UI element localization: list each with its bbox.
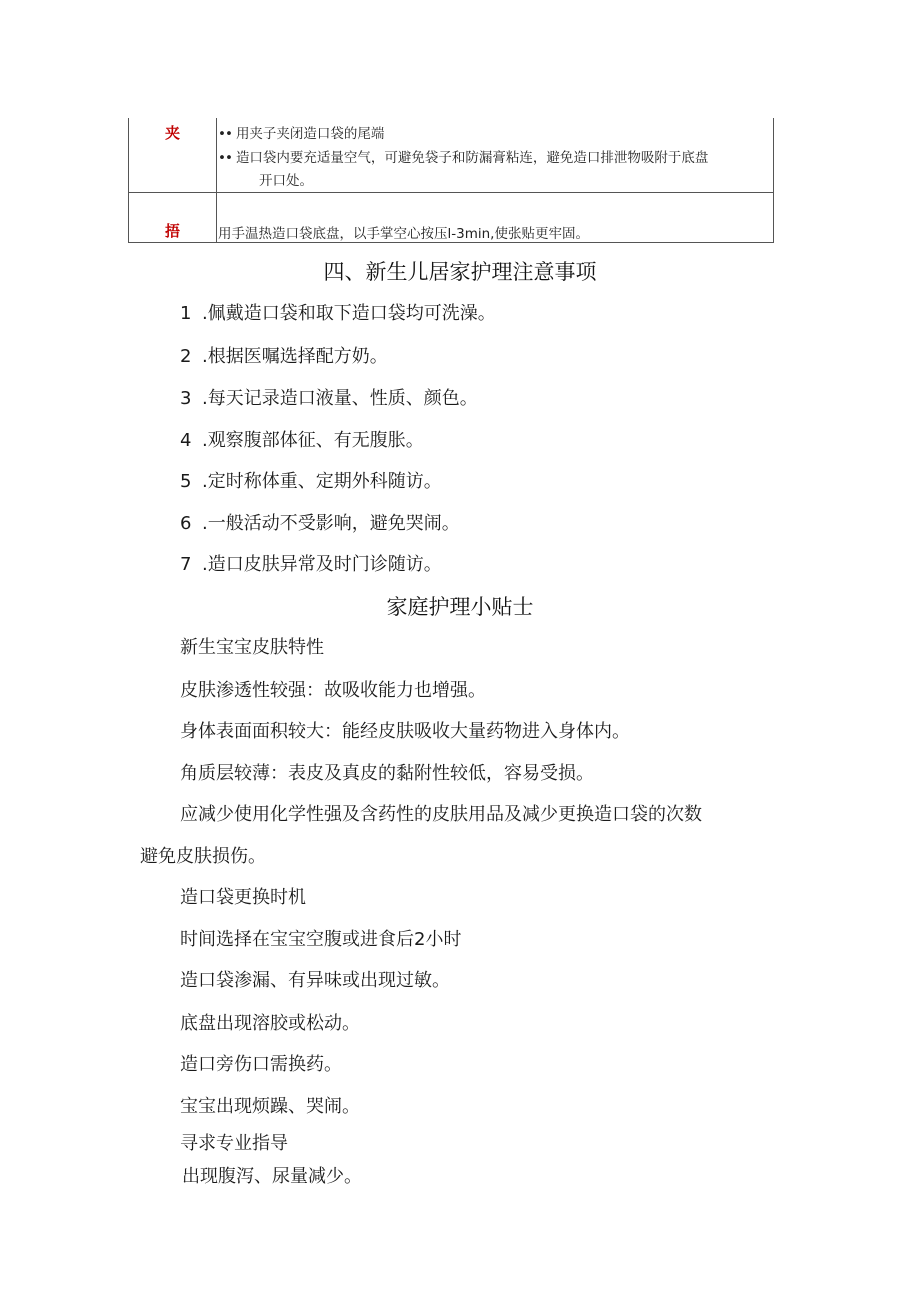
tips-subheading-professional: 寻求专业指导 xyxy=(180,1133,288,1154)
bullet-marker: •• xyxy=(218,150,232,166)
list-item: 2 .根据医嘱选择配方奶。 xyxy=(180,346,388,367)
table-row-divider xyxy=(129,192,773,193)
tips-paragraph: 角质层较薄：表皮及真皮的黏附性较低，容易受损。 xyxy=(180,763,594,784)
table-bullet-2: •• 造口袋内要充适量空气，可避免袋子和防漏膏粘连，避免造口排泄物吸附于底盘 xyxy=(218,150,709,166)
tips-paragraph: 造口旁伤口需换药。 xyxy=(180,1054,342,1075)
row-label-warm: 捂 xyxy=(164,222,180,240)
tips-paragraph: 避免皮肤损伤。 xyxy=(140,846,266,867)
tips-paragraph: 出现腹泻、尿量减少。 xyxy=(182,1166,362,1187)
table-bullet-1: •• 用夹子夹闭造口袋的尾端 xyxy=(218,126,385,142)
list-item: 6 .一般活动不受影响，避免哭闹。 xyxy=(180,513,460,534)
tips-paragraph: 身体表面面积较大：能经皮肤吸收大量药物进入身体内。 xyxy=(180,721,630,742)
tips-paragraph: 应减少使用化学性强及含药性的皮肤用品及减少更换造口袋的次数 xyxy=(180,804,702,825)
bullet-marker: •• xyxy=(218,126,232,142)
table-column-divider xyxy=(216,118,217,242)
tips-paragraph: 造口袋渗漏、有异味或出现过敏。 xyxy=(180,970,450,991)
table-warm-text: 用手温热造口袋底盘，以手掌空心按压l-3min,使张贴更牢固。 xyxy=(218,226,589,242)
row-label-clip: 夹 xyxy=(164,124,180,142)
list-item: 7 .造口皮肤异常及时门诊随访。 xyxy=(180,554,442,575)
tips-paragraph: 底盘出现溶胶或松动。 xyxy=(180,1013,360,1034)
list-item: 1 .佩戴造口袋和取下造口袋均可洗澡。 xyxy=(180,303,496,324)
tips-subheading-skin: 新生宝宝皮肤特性 xyxy=(180,637,324,658)
section-title-tips: 家庭护理小贴士 xyxy=(386,595,534,619)
tips-paragraph: 宝宝出现烦躁、哭闹。 xyxy=(180,1096,360,1117)
tips-paragraph: 皮肤渗透性较强：故吸收能力也增强。 xyxy=(180,680,486,701)
list-item: 3 .每天记录造口液量、性质、颜色。 xyxy=(180,388,478,409)
list-item: 5 .定时称体重、定期外科随访。 xyxy=(180,471,442,492)
table-bullet-2-continuation: 开口处。 xyxy=(259,173,313,189)
tips-subheading-change-timing: 造口袋更换时机 xyxy=(180,887,306,908)
care-steps-table xyxy=(128,118,774,243)
section-title-home-care: 四、新生儿居家护理注意事项 xyxy=(323,260,597,284)
list-item: 4 .观察腹部体征、有无腹胀。 xyxy=(180,430,424,451)
tips-paragraph: 时间选择在宝宝空腹或进食后2小时 xyxy=(180,929,462,950)
